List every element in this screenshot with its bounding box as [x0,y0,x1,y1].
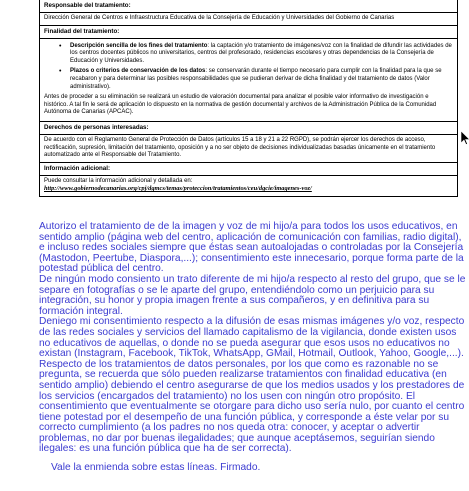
info-link[interactable]: http://www.gobiernodecanarias.org/cpj/dgmcs/temas/proteccion/tratamientos/ceu/dgcie/imagenes-voz/ [44,185,312,193]
derechos-text: De acuerdo con el Reglamento General de Protección de Datos (artículos 15 a 18 y 21 a 22 RGPD), se podrán ejercer los derechos de acceso, rectificación, supresión, limitación del tratamiento, oposición y a no ser objeto de decisiones individualizadas basadas únicamente en el tratamiento automatizado ante el Responsable del Tratamiento. [40,135,457,163]
responsable-header: Responsable del tratamiento: [40,0,457,13]
info-header: Información adicional: [40,163,457,176]
mouse-cursor-icon [461,131,469,150]
derechos-header: Derechos de personas interesadas: [40,122,457,135]
bullet2-label: Plazos o criterios de conservación de los datos [70,68,206,75]
bullet2-text: : se conservarán durante el tiempo necesario para cumplir con la finalidad para la que se recabaron y para determinar las posibles responsabilidades que se pudieran derivar de dicha finalidad y del tratamiento de datos (Valor administrativo). [70,68,442,90]
bullet1-label: Descripción sencilla de los fines del tratamiento [70,42,208,49]
privacy-info-table [39,0,458,197]
amendment-signature: Vale la enmienda sobre estas líneas. Firmado. [51,462,261,474]
list-item [70,68,453,91]
handwritten-amendment [39,222,467,474]
bullet1-text: : la captación y/o tratamiento de imágenes/voz con la finalidad de difundir las actividades de los centros docentes públicos no universitarios, centros del profesorado, residencias escolares y otras dependencias de la Consejería de Educación y Universidades. [70,42,452,64]
finalidad-paragraph: Antes de proceder a su eliminación se realizará un estudio de valoración documental para analizar el posible valor informativo de investigación e histórico. A tal fin le será de aplicación lo dispuesto en la normativa de gestión documental y archivos de la Administración Pública de la Comunidad Autónoma de Canarias (APCAC). [44,94,437,116]
info-section [40,176,457,196]
amendment-p3: Deniego mi consentimiento respecto a la difusión de esas mismas imágenes y/o voz, respecto de las redes sociales y servicios del llamado capitalismo de la vigilancia, donde existen usos no educativos de aquellas, o donde no se pueda asegurar que esos usos no educativos no existan (Instagram, Facebook, TikTok, WhatsApp, GMail, Hotmail, Outlook, Yahoo, Google,...). Respecto de los tratamientos de datos personales, por los que como es razonable no se pregunta, se recuerda que sólo pueden realizarse tratamientos con finalidad educativa (en sentido amplio) debiendo el centro asegurarse de que los medios usados y los prestadores de los servicios (encargados del tratamiento) no los usen con ningún otro propósito. El consentimiento que eventualmente se otorgare para dicho uso sería nulo, por cuanto el centro tiene potestad por el desempeño de una función pública, y corresponde a éste velar por su correcto cumplimiento (a los padres no nos queda otra: conocer, y aceptar o advertir problemas, no dar por buenas ilegalidades; que aunque aceptásemos, seguirían siendo ilegales: es una función pública que ha de ser correcta). [39,316,465,455]
amendment-p1: Autorizo el tratamiento de de la imagen y voz de mi hijo/a para todos los usos educativos, en sentido amplio (página web del centro, aplicación de comunicación con familias, radio digital), e incluso redes sociales siempre que éstas sean autoalojadas o controladas por la Consejería (Mastodon, Peertube, Diaspora,...); consentimiento este innecesario, porque forma parte de la potestad pública del centro. [39,221,464,275]
amendment-p2: De ningún modo consiento un trato diferente de mi hijo/a respecto al resto del grupo, que se le separe en fotografías o se le aparte del grupo, entendiéndolo como un perjuicio para su integración, su honor y propia imagen frente a sus compañeros, y en definitiva para su formación integral. [39,273,466,317]
finalidad-list [44,43,453,92]
list-item [70,43,453,66]
responsable-text: Dirección General de Centros e Infraestructura Educativa de la Consejería de Educación y Universidades del Gobierno de Canarias [40,13,457,26]
finalidad-header: Finalidad del tratamiento: [40,26,457,39]
info-text: Puede consultar la información adicional y detallada en: [44,177,193,184]
finalidad-section [40,39,457,122]
